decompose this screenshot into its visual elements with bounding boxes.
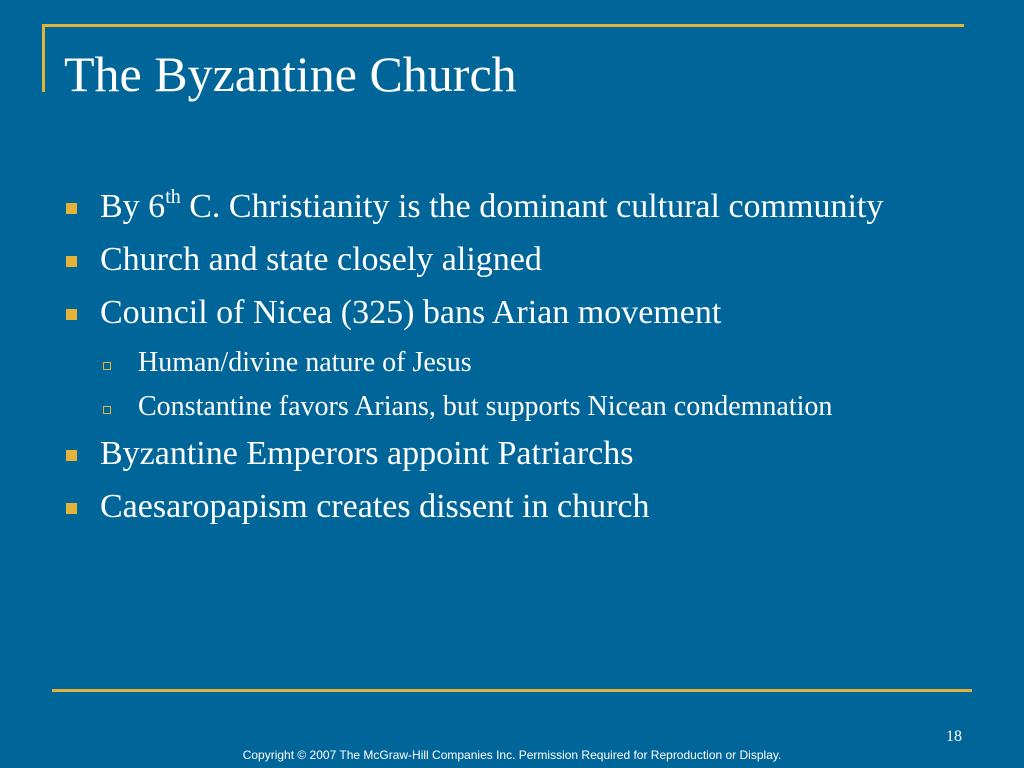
slide-title: The Byzantine Church	[64, 46, 517, 102]
square-bullet-icon	[66, 450, 77, 461]
bullet-item	[0, 486, 1024, 527]
ordinal-superscript: th	[165, 186, 181, 208]
hollow-square-bullet-icon	[103, 406, 111, 414]
hollow-square-bullet-icon	[103, 362, 111, 370]
square-bullet-icon	[66, 503, 77, 514]
bullet-item	[0, 433, 1024, 474]
bullet-list	[0, 186, 1024, 539]
bullet-text-suffix: C. Christianity is the dominant cultural community	[180, 188, 884, 225]
bullet-text: Council of Nicea (325) bans Arian movement	[100, 294, 722, 331]
square-bullet-icon	[66, 309, 77, 320]
copyright-notice: Copyright © 2007 The McGraw-Hill Companies Inc. Permission Required for Reproduction or Display.	[242, 748, 782, 762]
bullet-text: Caesaropapism creates dissent in church	[100, 488, 650, 525]
sub-bullet-text: Constantine favors Arians, but supports Nicean condemnation	[138, 391, 833, 422]
bullet-text-prefix: By 6	[100, 188, 166, 225]
page-number: 18	[946, 728, 962, 745]
sub-bullet-text: Human/divine nature of Jesus	[138, 347, 472, 378]
square-bullet-icon	[66, 203, 77, 214]
bullet-text: Church and state closely aligned	[100, 241, 542, 278]
title-frame-top-rule	[42, 24, 964, 27]
bullet-text: Byzantine Emperors appoint Patriarchs	[100, 435, 634, 472]
footer-separator-rule	[52, 689, 972, 692]
sub-bullet-item	[0, 389, 1024, 425]
title-frame-left-rule	[42, 24, 45, 92]
square-bullet-icon	[66, 256, 77, 267]
bullet-item	[0, 239, 1024, 280]
sub-bullet-item	[0, 345, 1024, 381]
bullet-item	[0, 186, 1024, 227]
bullet-item	[0, 292, 1024, 333]
